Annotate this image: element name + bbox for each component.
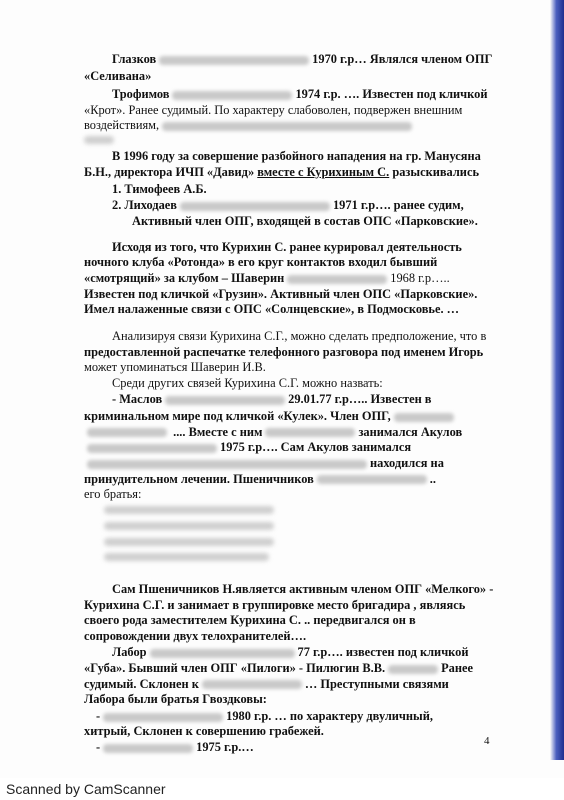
dash: - bbox=[96, 739, 101, 754]
para-pshenichnikov-4: сопровождении двух телохранителей…. bbox=[84, 628, 307, 643]
para-labor-2: «Губа». Бывший член ОПГ «Пилоги» - Пилюгин В.В. Ранее bbox=[84, 661, 473, 676]
scan-edge-shadow bbox=[550, 0, 564, 760]
redacted-brother-1 bbox=[104, 506, 274, 514]
gvozdkov-2-year: 1975 г.р.… bbox=[196, 739, 254, 754]
redacted-brother-4 bbox=[104, 553, 269, 561]
redacted-brother-2 bbox=[104, 522, 274, 530]
para-maslov: - Маслов 29.01.77 г.р….. Известен в bbox=[112, 392, 432, 407]
para-analysis-2: предоставленной распечатке телефонного разговора под именем Игорь bbox=[84, 344, 484, 359]
para-kurikhin-2: ночного клуба «Ротонда» в его круг контактов входил бывший bbox=[84, 255, 438, 270]
para-glazkov-2: «Селивана» bbox=[84, 68, 152, 83]
para-maslov-3: .... Вместе с ним занимался Акулов bbox=[84, 425, 462, 440]
para-gvozdkov-1: - 1980 г.р. … по характеру двуличный, bbox=[96, 708, 433, 723]
para-1996-2: Б.Н., директора ИЧП «Давид» вместе с Курихиным С. разыскивались bbox=[84, 165, 479, 180]
para-analysis: Анализируя связи Курихина С.Г., можно сделать предположение, что в bbox=[112, 328, 487, 343]
para-kurikhin-3: «смотрящий» за клубом – Шаверин 1968 г.р….. bbox=[84, 270, 450, 285]
para-maslov-5: находился на bbox=[84, 456, 444, 471]
para-kurikhin-5: Имел налаженные связи с ОПС «Солнцевские», в Подмосковье. … bbox=[84, 302, 460, 317]
para-maslov-6: принудительном лечении. Пшеничников .. bbox=[84, 471, 436, 486]
page-number: 4 bbox=[484, 735, 490, 747]
para-kurikhin-4: Известен под кличкой «Грузин». Активный член ОПС «Парковские». bbox=[84, 286, 478, 301]
para-kurikhin: Исходя из того, что Курихин С. ранее курировал деятельность bbox=[112, 239, 462, 254]
para-1996: В 1996 году за совершение разбойного нападения на гр. Манусяна bbox=[112, 148, 481, 163]
para-maslov-4: 1975 г.р…. Сам Акулов занимался bbox=[84, 440, 411, 455]
redacted-brother-3 bbox=[104, 538, 274, 546]
para-analysis-3: может упоминаться Шаверин И.В. bbox=[84, 360, 266, 375]
para-labor-3: судимый. Склонен к … Преступными связями bbox=[84, 676, 449, 691]
list-item-1: 1. Тимофеев А.Б. bbox=[112, 181, 207, 196]
para-labor: Лабор 77 г.р…. известен под кличкой bbox=[112, 645, 469, 660]
para-gvozdkov-1-cont: хитрый, Склонен к совершению грабежей. bbox=[84, 723, 324, 738]
redacted-text bbox=[84, 136, 114, 144]
para-labor-4: Лабора были братья Гвоздковы: bbox=[84, 692, 267, 707]
scanner-label: Scanned by CamScanner bbox=[6, 781, 166, 797]
para-trofimov-3: воздействиям, bbox=[84, 118, 415, 133]
para-trofimov: Трофимов 1974 г.р. …. Известен под кличкой bbox=[112, 86, 488, 101]
scanner-watermark-bar bbox=[0, 778, 564, 800]
para-other-links: Среди других связей Курихина С.Г. можно назвать: bbox=[112, 375, 383, 390]
list-item-2-cont: Активный член ОПГ, входящей в состав ОПС «Парковские». bbox=[132, 213, 478, 228]
para-maslov-7: его братья: bbox=[84, 487, 142, 502]
para-maslov-2: криминальном мире под кличкой «Кулек». Член ОПГ, bbox=[84, 409, 457, 424]
para-glazkov: Глазков 1970 г.р… Являлся членом ОПГ bbox=[112, 52, 493, 66]
list-item-2: 2. Лиходаев 1971 г.р…. ранее судим, bbox=[112, 198, 464, 213]
para-trofimov-2: «Крот». Ранее судимый. По характеру слабоволен, подвержен внешним bbox=[84, 102, 463, 117]
redacted-name bbox=[103, 744, 193, 753]
para-pshenichnikov-3: своего рода заместителем Курихина С. .. передвигался он в bbox=[84, 613, 416, 628]
para-pshenichnikov: Сам Пшеничников Н.является активным членом ОПГ «Мелкого» - bbox=[112, 581, 494, 596]
para-gvozdkov-2 bbox=[96, 740, 254, 755]
para-pshenichnikov-2: Курихина С.Г. и занимает в группировке место бригадира , являясь bbox=[84, 597, 466, 612]
